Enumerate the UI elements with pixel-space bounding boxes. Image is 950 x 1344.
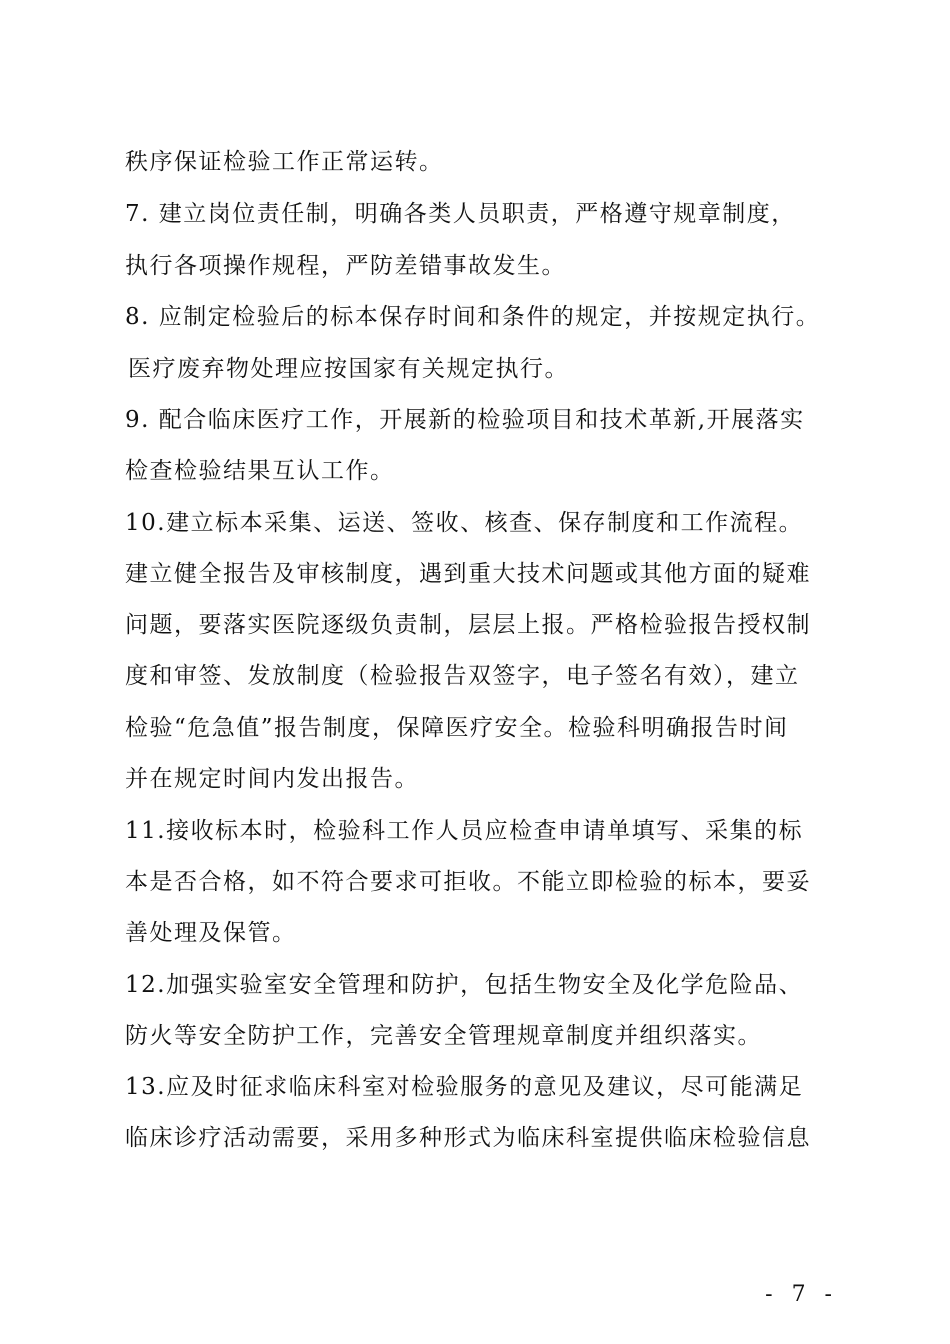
text-line: 9. 配合临床医疗工作，开展新的检验项目和技术革新,开展落实 (125, 407, 805, 433)
text-line: 并在规定时间内发出报告。 (125, 766, 419, 792)
text-line: 13.应及时征求临床科室对检验服务的意见及建议，尽可能满足 (125, 1074, 804, 1100)
text-line: 12.加强实验室安全管理和防护，包括生物安全及化学危险品、 (125, 972, 804, 998)
text-line: 8. 应制定检验后的标本保存时间和条件的规定，并按规定执行。 (125, 304, 821, 330)
text-line: 检验“危急值”报告制度，保障医疗安全。检验科明确报告时间 (125, 715, 789, 741)
text-line: 11.接收标本时，检验科工作人员应检查申请单填写、采集的标 (125, 818, 804, 844)
text-line: 防火等安全防护工作，完善安全管理规章制度并组织落实。 (125, 1023, 762, 1049)
text-line: 本是否合格，如不符合要求可拒收。不能立即检验的标本，要妥 (125, 869, 811, 895)
text-line: 度和审签、发放制度（检验报告双签字，电子签名有效），建立 (125, 663, 800, 689)
text-line: 建立健全报告及审核制度，遇到重大技术问题或其他方面的疑难 (125, 561, 811, 587)
text-line: 检查检验结果互认工作。 (125, 458, 395, 484)
text-line: 执行各项操作规程，严防差错事故发生。 (125, 253, 566, 279)
text-line: 7. 建立岗位责任制，明确各类人员职责，严格遵守规章制度， (125, 201, 796, 227)
page-number: - 7 - (765, 1282, 838, 1307)
text-line: 10.建立标本采集、运送、签收、核查、保存制度和工作流程。 (125, 510, 804, 536)
text-line: 秩序保证检验工作正常运转。 (125, 149, 444, 175)
text-line: 善处理及保管。 (125, 920, 297, 946)
text-line: 医疗废弃物处理应按国家有关规定执行。 (128, 356, 569, 382)
text-line: 临床诊疗活动需要，采用多种形式为临床科室提供临床检验信息 (125, 1125, 811, 1151)
text-line: 问题，要落实医院逐级负责制，层层上报。严格检验报告授权制 (125, 612, 811, 638)
